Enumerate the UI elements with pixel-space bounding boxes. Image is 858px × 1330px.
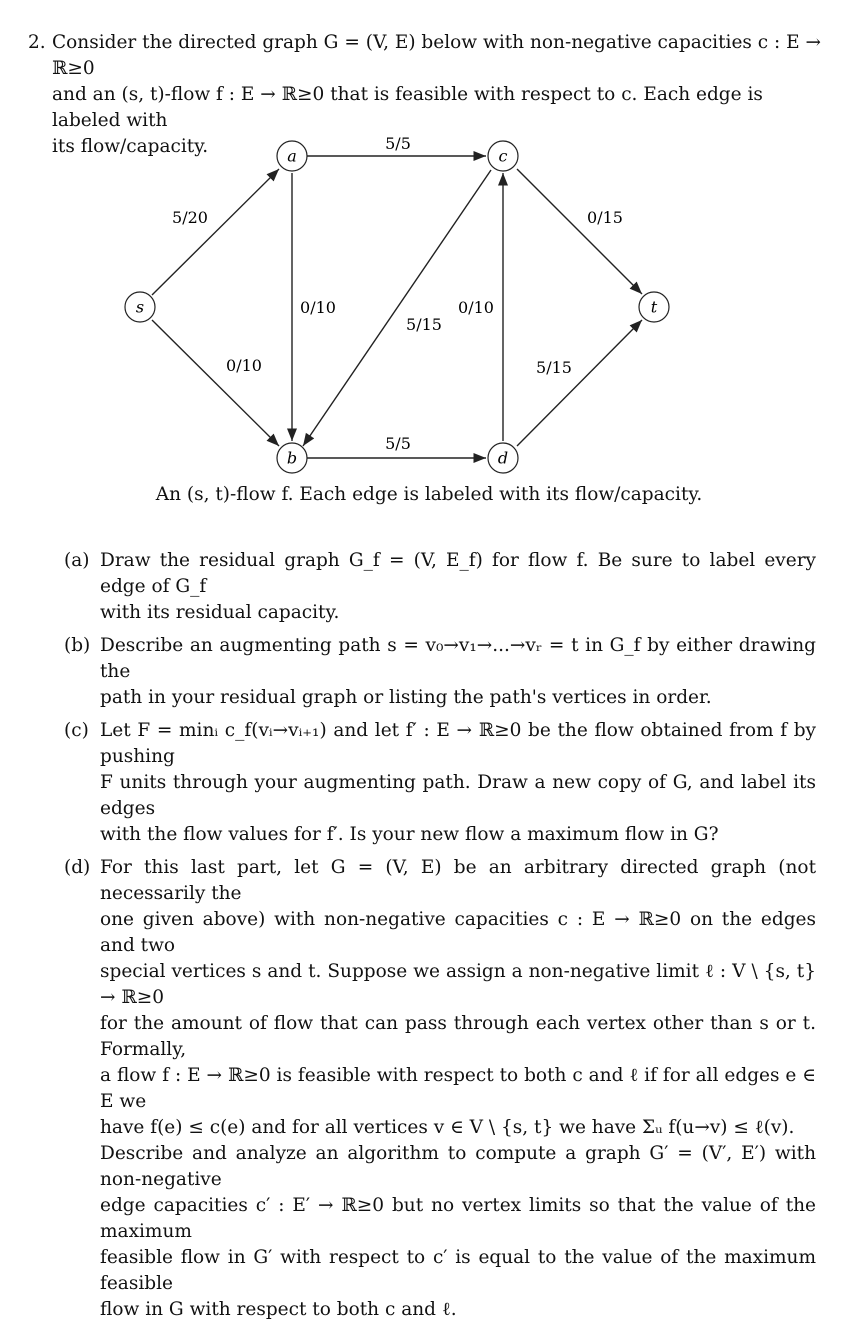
node-label-s: s — [135, 297, 145, 317]
edge-label-c-t: 0/15 — [587, 208, 623, 227]
node-label-a: a — [287, 146, 297, 166]
part-line: edge capacities c′ : E′ → ℝ≥0 but no vertex limits so that the value of the maximum — [100, 1195, 816, 1242]
graph-caption: An (s, t)-flow f. Each edge is labeled with its flow/capacity. — [155, 484, 703, 505]
node-a — [277, 141, 307, 171]
edge-label-a-c: 5/5 — [385, 134, 411, 153]
part-label: (c) — [64, 720, 89, 741]
part-line: have f(e) ≤ c(e) and for all vertices v ∈ V \ {s, t} we have Σᵤ f(u→v) ≤ ℓ(v). — [100, 1117, 795, 1138]
edge-s-b — [152, 320, 279, 446]
edge-d-t — [517, 320, 642, 446]
intro-line: and an (s, t)-flow f : E → ℝ≥0 that is feasible with respect to c. Each edge is labeled with — [52, 84, 763, 131]
edge-label-d-t: 5/15 — [536, 358, 572, 377]
part-line: Let F = minᵢ c_f(vᵢ→vᵢ₊₁) and let f′ : E → ℝ≥0 be the flow obtained from f by pushing — [100, 720, 816, 767]
edge-label-b-d: 5/5 — [385, 434, 411, 453]
edge-s-a — [152, 169, 279, 295]
node-label-d: d — [497, 448, 509, 468]
intro-line: its flow/capacity. — [52, 136, 209, 157]
part-line: with the flow values for f′. Is your new flow a maximum flow in G? — [100, 824, 719, 845]
node-d — [488, 443, 518, 473]
part-line: Draw the residual graph G_f = (V, E_f) for flow f. Be sure to label every edge of G_f — [100, 550, 816, 597]
problem-parts — [64, 548, 816, 1330]
part-line: For this last part, let G = (V, E) be an arbitrary directed graph (not necessarily the — [100, 857, 816, 904]
part-line: path in your residual graph or listing the path's vertices in order. — [100, 687, 712, 708]
part-line: F units through your augmenting path. Draw a new copy of G, and label its edges — [100, 772, 816, 819]
part-a — [64, 548, 816, 626]
problem-number: 2. — [28, 32, 46, 53]
node-s — [125, 292, 155, 322]
part-c — [64, 718, 816, 848]
part-line: a flow f : E → ℝ≥0 is feasible with respect to both c and ℓ if for all edges e ∈ E we — [100, 1065, 816, 1112]
part-d — [64, 855, 816, 1323]
part-line: one given above) with non-negative capacities c : E → ℝ≥0 on the edges and two — [100, 909, 816, 956]
intro-line: Consider the directed graph G = (V, E) below with non-negative capacities c : E → ℝ≥0 — [52, 32, 822, 79]
part-b — [64, 633, 816, 711]
node-t — [639, 292, 669, 322]
part-label: (a) — [64, 550, 90, 571]
part-label: (d) — [64, 857, 91, 878]
node-label-b: b — [286, 448, 298, 468]
node-c — [488, 141, 518, 171]
part-line: for the amount of flow that can pass through each vertex other than s or t. Formally, — [100, 1013, 816, 1060]
edge-label-a-b: 0/10 — [300, 298, 336, 317]
node-label-t: t — [650, 297, 658, 317]
part-line: with its residual capacity. — [100, 602, 340, 623]
node-label-c: c — [498, 146, 508, 166]
edge-label-s-a: 5/20 — [172, 208, 208, 227]
part-label: (b) — [64, 635, 91, 656]
part-line: flow in G with respect to both c and ℓ. — [100, 1299, 457, 1320]
part-line: Describe and analyze an algorithm to compute a graph G′ = (V′, E′) with non-negative — [100, 1143, 816, 1190]
node-b — [277, 443, 307, 473]
flow-graph-diagram — [0, 0, 858, 480]
part-line: special vertices s and t. Suppose we assign a non-negative limit ℓ : V \ {s, t} → ℝ≥0 — [100, 961, 816, 1008]
edge-label-d-c: 0/10 — [458, 298, 494, 317]
edge-label-c-b: 5/15 — [406, 315, 442, 334]
edge-c-t — [517, 169, 642, 294]
part-line: feasible flow in G′ with respect to c′ is equal to the value of the maximum feasible — [100, 1247, 816, 1294]
part-line: Describe an augmenting path s = v₀→v₁→...→vᵣ = t in G_f by either drawing the — [100, 635, 816, 682]
edge-label-s-b: 0/10 — [226, 356, 262, 375]
